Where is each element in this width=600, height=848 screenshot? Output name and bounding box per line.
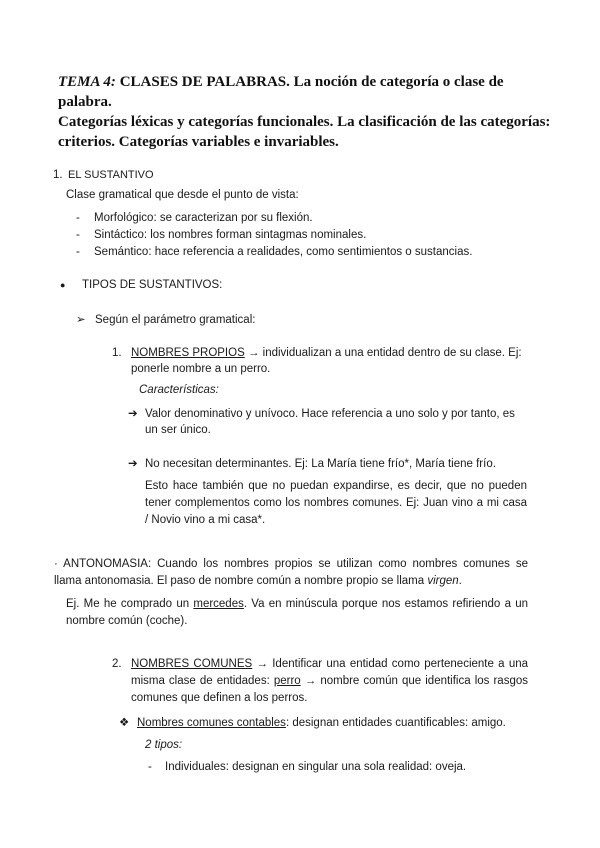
item-number: 2. <box>112 658 122 670</box>
contables-line <box>137 715 506 731</box>
section-number: 1. <box>53 169 63 181</box>
comunes-term: NOMBRES COMUNES <box>131 658 253 670</box>
dos-tipos-label: 2 tipos: <box>145 739 183 751</box>
antonomasia-example <box>66 596 528 630</box>
antonomasia-virgen: virgen <box>427 575 459 587</box>
section-intro: Clase gramatical que desde el punto de vista: <box>66 189 299 201</box>
individuales-item: Individuales: designan en singular una sola realidad: oveja. <box>165 761 467 773</box>
comunes-def-b: → nombre común que identifica los rasgos comunes que definen a los perros. <box>131 675 528 704</box>
bullet-icon: ● <box>60 280 66 290</box>
arrow-right-icon: ➔ <box>128 458 138 470</box>
arrow-right-icon: ➔ <box>128 408 138 420</box>
diamond-bullet-icon: ❖ <box>119 717 130 729</box>
antonomasia-paragraph <box>54 556 528 590</box>
example-text-a: Ej. Me he comprado un <box>66 598 194 610</box>
antonomasia-text: · ANTONOMASIA: Cuando los nombres propios se utilizan como nombres comunes se llama antonomasia. El paso de nombre común a nombre propio se llama <box>54 558 528 587</box>
comunes-example-word: perro <box>273 675 301 687</box>
propios-term: NOMBRES PROPIOS <box>131 347 245 359</box>
tipos-heading: TIPOS DE SUSTANTIVOS: <box>82 279 223 291</box>
example-text-b: . Va en minúscula porque nos estamos refiriendo a un nombre común (coche). <box>66 598 529 627</box>
caracteristica-1: Valor denominativo y unívoco. Hace referencia a uno solo y por tanto, es un ser único. <box>145 408 515 436</box>
comunes-definition <box>131 656 528 707</box>
parametro-line: Según el parámetro gramatical: <box>95 314 256 326</box>
dash-marker: - <box>148 761 152 773</box>
propios-definition <box>131 345 536 377</box>
title-line-1 <box>58 72 558 112</box>
caracteristica-2-note: Esto hace también que no puedan expandirse, es decir, que no pueden tener complementos como los nombres comunes. Ej: Juan vino a mi casa / Novio vino a mi casa*. <box>145 480 527 526</box>
criteria-marker: - <box>76 212 80 224</box>
contables-def: : designan entidades cuantificables: amigo. <box>285 717 506 729</box>
arrow-bullet-icon: ➢ <box>76 314 86 326</box>
contables-term: Nombres comunes contables <box>137 717 286 729</box>
title-line-3: criterios. Categorías variables e invariables. <box>58 134 339 150</box>
tema-label: TEMA 4: <box>58 74 116 90</box>
document-title <box>58 72 558 152</box>
comunes-def-a: → Identificar una entidad como perteneciente a una misma clase de entidades: <box>131 658 529 687</box>
antonomasia-end: . <box>458 575 462 587</box>
criteria-item: Morfológico: se caracterizan por su flexión. <box>94 212 313 224</box>
criteria-marker: - <box>76 229 80 241</box>
criteria-item: Sintáctico: los nombres forman sintagmas nominales. <box>94 229 367 241</box>
criteria-item: Semántico: hace referencia a realidades, como sentimientos o sustancias. <box>94 246 473 258</box>
item-number: 1. <box>112 347 122 359</box>
section-heading: EL SUSTANTIVO <box>68 169 154 181</box>
caracteristica-2: No necesitan determinantes. Ej: La María tiene frío*, María tiene frío. <box>145 458 496 470</box>
criteria-marker: - <box>76 246 80 258</box>
title-line-2: Categorías léxicas y categorías funcionales. La clasificación de las categorías: <box>58 114 551 130</box>
propios-def: → individualizan a una entidad dentro de su clase. Ej: ponerle nombre a un perro. <box>131 347 522 375</box>
example-word: mercedes <box>193 598 244 610</box>
caracteristicas-label: Características: <box>139 384 219 396</box>
title-topic-1: CLASES DE PALABRAS. La noción de categoría o clase de palabra. <box>58 74 504 110</box>
